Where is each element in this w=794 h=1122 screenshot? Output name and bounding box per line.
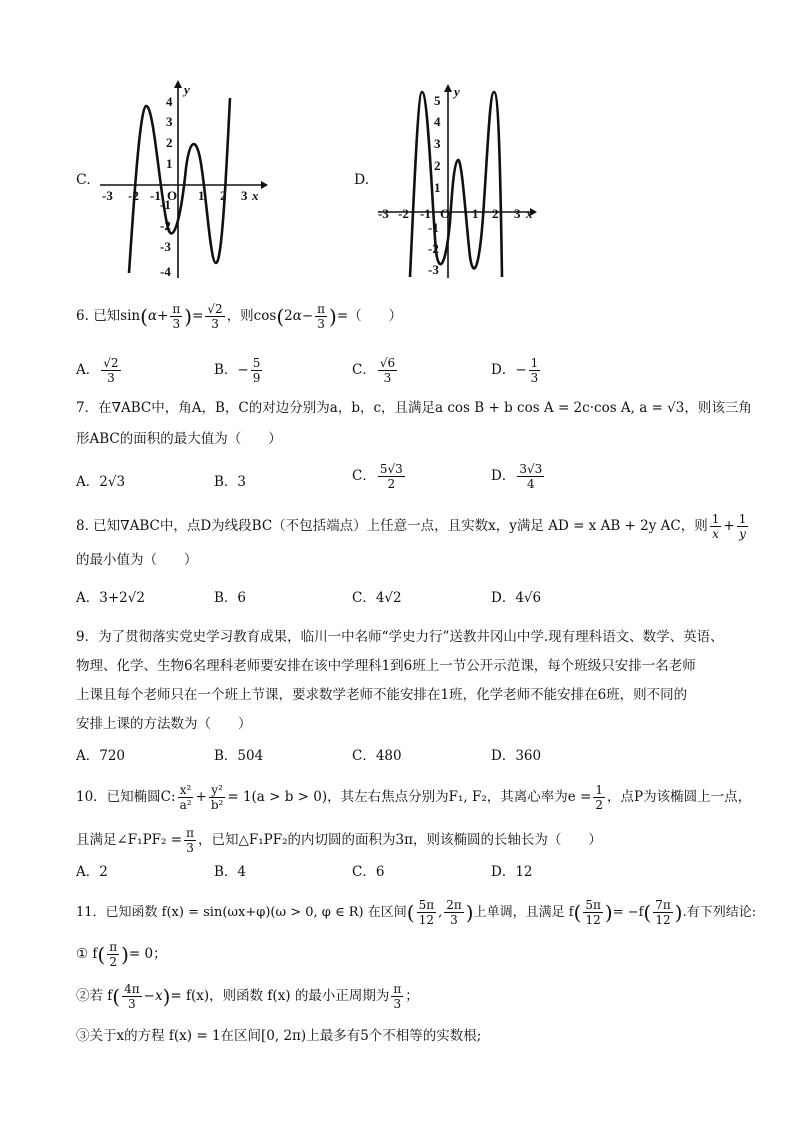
graph-c-xtick: -1: [150, 188, 161, 203]
question-8-line2: 的最小值为（ ）: [76, 552, 198, 568]
q9-option-c[interactable]: C．480: [352, 748, 402, 764]
graph-c: [96, 78, 276, 288]
graph-c-ytick: 3: [166, 114, 173, 129]
graph-d-x-label: x: [526, 206, 533, 221]
graph-c-ytick: -3: [160, 239, 171, 254]
question-9-line3: 上课且每个老师只在一个班上节课，要求数学老师不能安排在1班，化学老师不能安排在6班，则不同的: [76, 687, 688, 703]
graph-d-xtick: -2: [398, 206, 409, 221]
q8-option-d[interactable]: D．4√6: [491, 590, 542, 606]
question-8-line1: 8. 已知∇ABC中，点D为线段BC（不包括端点）上任意一点，且实数x，y满足 AD = x AB + 2y AC，则 $\frac{1}{x}$ + $\frac{1}{y}$: [76, 512, 747, 541]
option-d-label: D.: [354, 172, 370, 188]
question-10-line1: 10．已知椭圆C: $\frac{\text{x²}}{\text{a²}}$ + $\frac{\text{y²}}{\text{b²}}$ = 1(a > b > 0)，其左右焦点分别为F₁, F₂，其离心率为e = $\frac{1}{2}$ ，点P为该椭圆上一点，: [76, 783, 752, 812]
option-c-label: C.: [76, 172, 91, 188]
graph-d-origin: O: [440, 206, 451, 221]
q8-option-a[interactable]: A．3+2√2: [76, 590, 145, 606]
question-10-line2: 且满足∠F₁PF₂ = $\frac{\pi}{3}$ ，已知△F₁PF₂的内切圆的面积为3π，则该椭圆的长轴长为（ ）: [76, 826, 602, 855]
graph-d-curve: [410, 92, 502, 277]
question-7-line2: 形ABC的面积的最大值为（ ）: [76, 431, 282, 447]
q7-option-d[interactable]: D． $\frac{3√3}{4}$: [491, 462, 543, 491]
graph-d-ytick: 3: [434, 136, 441, 151]
q7-option-a[interactable]: A．2√3: [76, 474, 126, 490]
graph-d-ytick: 5: [434, 93, 441, 108]
question-6: 6. 已知sin(α+ $\frac{\pi}{3}$ )= $\frac{√2}{3}$ ，则cos(2α− $\frac{\pi}{3}$ )=（ ）: [76, 302, 403, 331]
graph-c-xtick: -2: [128, 188, 139, 203]
q6-option-d[interactable]: D．− $\frac{1}{3}$: [491, 356, 539, 385]
q7-option-c[interactable]: C． $\frac{5√3}{2}$: [352, 462, 403, 491]
graph-d-xtick: 1: [472, 206, 479, 221]
q9-option-a[interactable]: A．720: [76, 748, 126, 764]
q10-option-a[interactable]: A．2: [76, 864, 108, 880]
graph-d-xtick: 3: [514, 206, 521, 221]
q10-option-c[interactable]: C．6: [352, 864, 385, 880]
graph-d-xtick: -1: [420, 206, 431, 221]
graph-c-ytick: -1: [160, 197, 171, 212]
graph-c-ytick: 2: [166, 135, 173, 150]
graph-c-ytick: -4: [160, 264, 171, 279]
q6-option-a[interactable]: A． $\frac{√2}{3}$: [76, 356, 119, 385]
graph-d-ytick: 1: [434, 180, 441, 195]
q6-option-b[interactable]: B．− $\frac{5}{9}$: [214, 356, 261, 385]
graph-d-y-label: y: [454, 84, 460, 99]
graph-d-ytick: -2: [428, 241, 439, 256]
graph-c-xtick: 2: [220, 188, 227, 203]
graph-d-ytick: -3: [428, 262, 439, 277]
question-7-line1: 7．在∇ABC中，角A，B，C的对边分别为a，b，c，且满足a cos B + b cos A = 2c·cos A, a = √3，则该三角: [76, 400, 752, 416]
question-11-conclusion-2: ②若 f( $\frac{4\pi}{3}$ −x)= f(x)，则函数 f(x) 的最小正周期为 $\frac{\pi}{3}$ ；: [76, 982, 419, 1011]
question-11-conclusion-3: ③关于x的方程 f(x) = 1在区间[0, 2π)上最多有5个不相等的实数根;: [76, 1028, 482, 1044]
q10-option-b[interactable]: B．4: [214, 864, 247, 880]
graph-c-origin: O: [167, 188, 178, 203]
question-11-conclusion-1: ① f( $\frac{\pi}{2}$ )= 0；: [76, 940, 167, 969]
q8-option-b[interactable]: B．6: [214, 590, 247, 606]
graph-d-ytick: 4: [434, 114, 441, 129]
graph-d: [374, 82, 544, 282]
q10-option-d[interactable]: D．12: [491, 864, 533, 880]
graph-d-xtick: -3: [378, 206, 389, 221]
graph-d-xtick: 2: [492, 206, 499, 221]
graph-c-ytick: -2: [160, 218, 171, 233]
question-9-line2: 物理、化学、生物6名理科老师要安排在该中学理科1到6班上一节公开示范课，每个班级只安排一名老师: [76, 658, 696, 674]
q9-option-d[interactable]: D．360: [491, 748, 542, 764]
q9-option-b[interactable]: B．504: [214, 748, 264, 764]
graph-c-ytick: 4: [166, 94, 173, 109]
graph-c-xtick: -3: [102, 188, 113, 203]
graph-c-xtick: 1: [198, 188, 205, 203]
q8-option-c[interactable]: C．4√2: [352, 590, 402, 606]
question-9-line4: 安排上课的方法数为（ ）: [76, 716, 252, 732]
graph-c-ytick: 1: [166, 156, 173, 171]
graph-d-ytick: -1: [428, 220, 439, 235]
graph-d-ytick: 2: [434, 158, 441, 173]
question-9-line1: 9．为了贯彻落实党史学习教育成果，临川一中名师“学史力行”送教井冈山中学.现有理科语文、数学、英语、: [76, 629, 724, 645]
question-11-line1: 11．已知函数 f(x) = sin(ωx+φ)(ω > 0, φ ∈ R) 在区间( $\frac{5\pi}{12}$ , $\frac{2\pi}{3}$ )上单调，且满足 f( $\frac{5\pi}{12}$ )= −f( $\frac{7\pi}{12}$ ).有下列结论:: [76, 898, 757, 927]
q7-option-b[interactable]: B．3: [214, 474, 247, 490]
graph-c-x-label: x: [252, 188, 259, 203]
graph-c-xtick: 3: [241, 188, 248, 203]
q6-option-c[interactable]: C． $\frac{√6}{3}$: [352, 356, 396, 385]
graph-c-y-label: y: [184, 82, 190, 97]
